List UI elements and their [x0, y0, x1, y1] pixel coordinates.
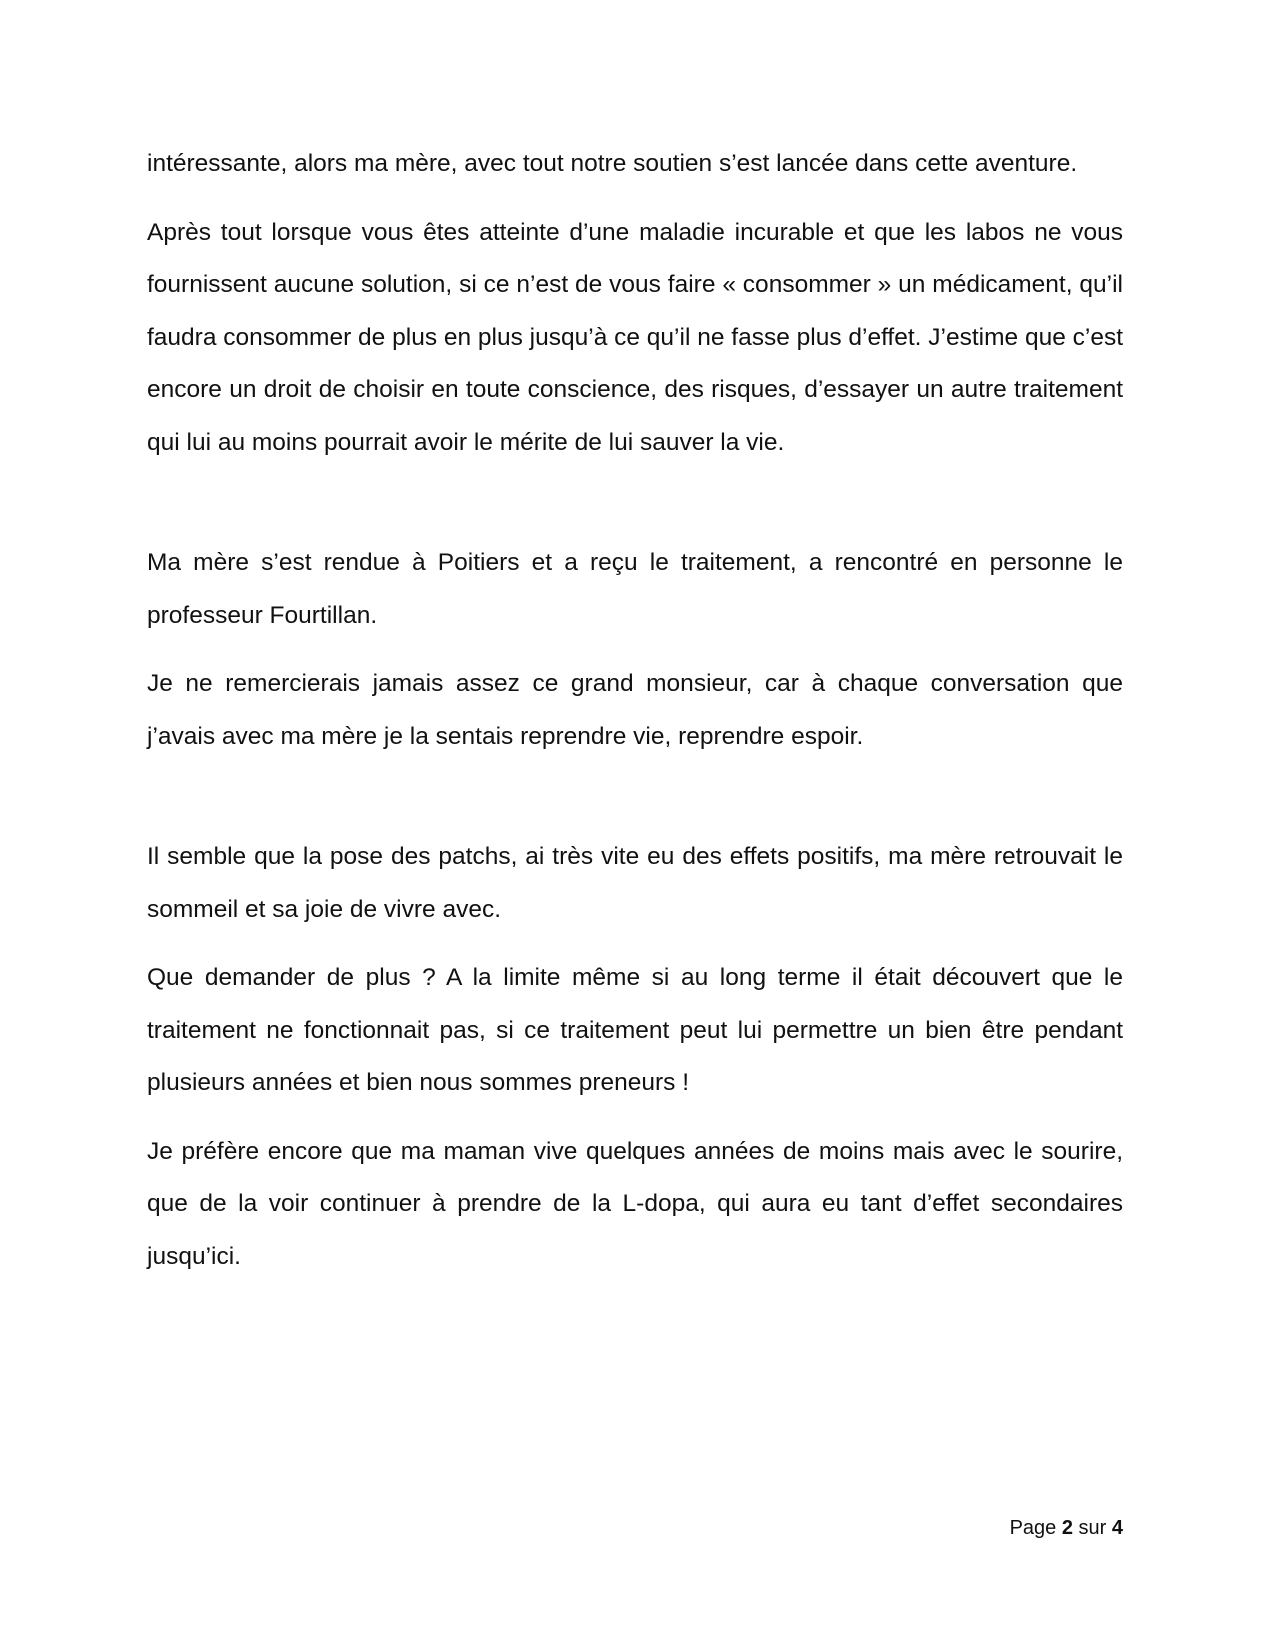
- paragraph-spacer: [147, 936, 1123, 952]
- paragraph-3: Ma mère s’est rendue à Poitiers et a reçu le traitement, a rencontré en personne le professeur Fourtillan.: [147, 549, 1123, 629]
- paragraph-7: Je préfère encore que ma maman vive quelques années de moins mais avec le sourire, que de la voir continuer à prendre de la L-dopa, qui aura eu tant d’effet secondaires jusqu’ici.: [147, 1137, 1123, 1270]
- page-label: Page: [1009, 1517, 1062, 1539]
- paragraph-spacer: [147, 642, 1123, 658]
- paragraph-6: Que demander de plus ? A la limite même si au long terme il était découvert que le traitement ne fonctionnait pas, si ce traitement peut lui permettre un bien être pendant plusieurs années et bien nous sommes preneurs !: [147, 964, 1123, 1096]
- paragraph-spacer: [147, 191, 1123, 207]
- paragraph-5: Il semble que la pose des patchs, ai très vite eu des effets positifs, ma mère retrouvait le sommeil et sa joie de vivre avec.: [147, 843, 1123, 923]
- page-separator-label: sur: [1072, 1517, 1112, 1539]
- paragraph-spacer: [147, 1110, 1123, 1126]
- paragraph-1: intéressante, alors ma mère, avec tout notre soutien s’est lancée dans cette aventure.: [147, 150, 1078, 177]
- total-page-count: 4: [1111, 1517, 1123, 1539]
- paragraph-2: Après tout lorsque vous êtes atteinte d’une maladie incurable et que les labos ne vous fournissent aucune solution, si ce n’est de vous faire « consommer » un médicament, qu’il faudra consommer de plus en plus jusqu’à ce qu’il ne fasse plus d’effet. J’estime que c’est encore un droit de choisir en toute conscience, des risques, d’essayer un autre traitement qui lui au moins pourrait avoir le mérite de lui sauver la vie.: [147, 218, 1124, 456]
- paragraph-4: Je ne remercierais jamais assez ce grand monsieur, car à chaque conversation que j’avais avec ma mère je la sentais reprendre vie, reprendre espoir.: [147, 670, 1123, 750]
- document-body: [147, 138, 1123, 1283]
- blank-line-spacer: [147, 469, 1123, 537]
- blank-line-spacer: [147, 763, 1123, 831]
- page-number-footer: [1010, 1516, 1123, 1540]
- current-page-number: 2: [1061, 1517, 1073, 1539]
